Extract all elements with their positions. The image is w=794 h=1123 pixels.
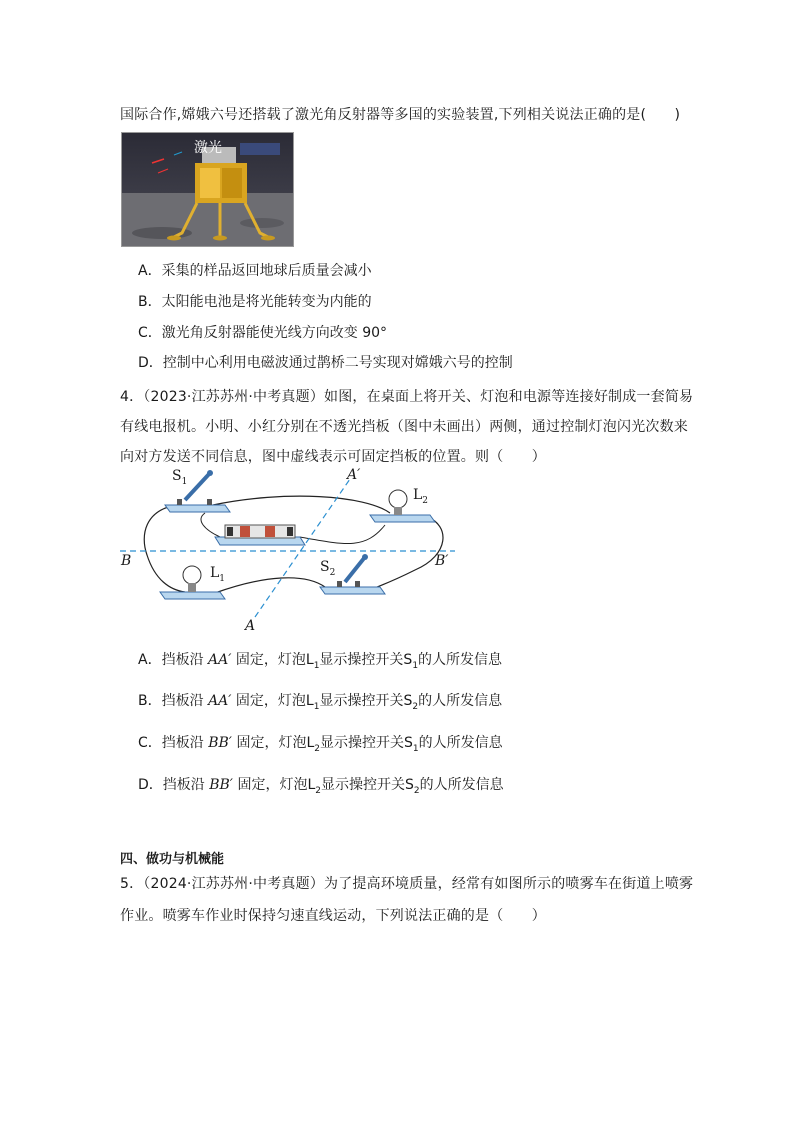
label-a-prime: A′	[347, 467, 361, 483]
q4-stem-line3: 向对方发送不同信息，图中虚线表示可固定挡板的位置。则（ ）	[120, 449, 546, 465]
label-b: B	[121, 553, 132, 569]
q3-option-d: D．控制中心利用电磁波通过鹊桥二号实现对嫦娥六号的控制	[138, 355, 513, 371]
q4-option-b: B．挡板沿 AA′ 固定，灯泡$L_1$显示操控开关$S_2$的人所发信息	[138, 693, 503, 712]
label-s2: $S_2$	[320, 559, 336, 578]
q3-option-a: A．采集的样品返回地球后质量会减小	[138, 263, 372, 279]
section-heading: 四、做功与机械能	[120, 852, 225, 867]
change6-lander-photo	[121, 132, 294, 247]
q5-stem-line2: 作业。喷雾车作业时保持匀速直线运动，下列说法正确的是（ ）	[120, 908, 546, 924]
q4-option-d: D．挡板沿 BB′ 固定，灯泡$L_2$显示操控开关$S_2$的人所发信息	[138, 777, 504, 796]
q3-stem: 国际合作,嫦娥六号还搭载了激光角反射器等多国的实验装置,下列相关说法正确的是( )	[120, 107, 681, 123]
photo-label-laser: 激光	[194, 140, 222, 156]
label-l2: $L_2$	[413, 487, 429, 506]
q4-option-c: C．挡板沿 BB′ 固定，灯泡$L_2$显示操控开关$S_1$的人所发信息	[138, 735, 503, 754]
label-b-prime: B′	[435, 553, 449, 569]
q4-option-a: A．挡板沿 AA′ 固定，灯泡$L_1$显示操控开关$S_1$的人所发信息	[138, 652, 503, 671]
q5-stem-line1: 5．（2024·江苏苏州·中考真题）为了提高环境质量，经常有如图所示的喷雾车在街道上喷雾	[120, 876, 694, 892]
label-s1: $S_1$	[172, 468, 188, 487]
telegraph-circuit-figure	[115, 465, 460, 640]
q4-stem-line2: 有线电报机。小明、小红分别在不透光挡板（图中未画出）两侧，通过控制灯泡闪光次数来	[120, 419, 688, 435]
q3-option-b: B．太阳能电池是将光能转变为内能的	[138, 294, 372, 310]
label-a: A	[245, 618, 256, 634]
label-l1: $L_1$	[210, 565, 226, 584]
q3-option-c: C．激光角反射器能使光线方向改变 90°	[138, 325, 388, 341]
q4-stem-line1: 4．（2023·江苏苏州·中考真题）如图，在桌面上将开关、灯泡和电源等连接好制成一套简易	[120, 389, 694, 405]
